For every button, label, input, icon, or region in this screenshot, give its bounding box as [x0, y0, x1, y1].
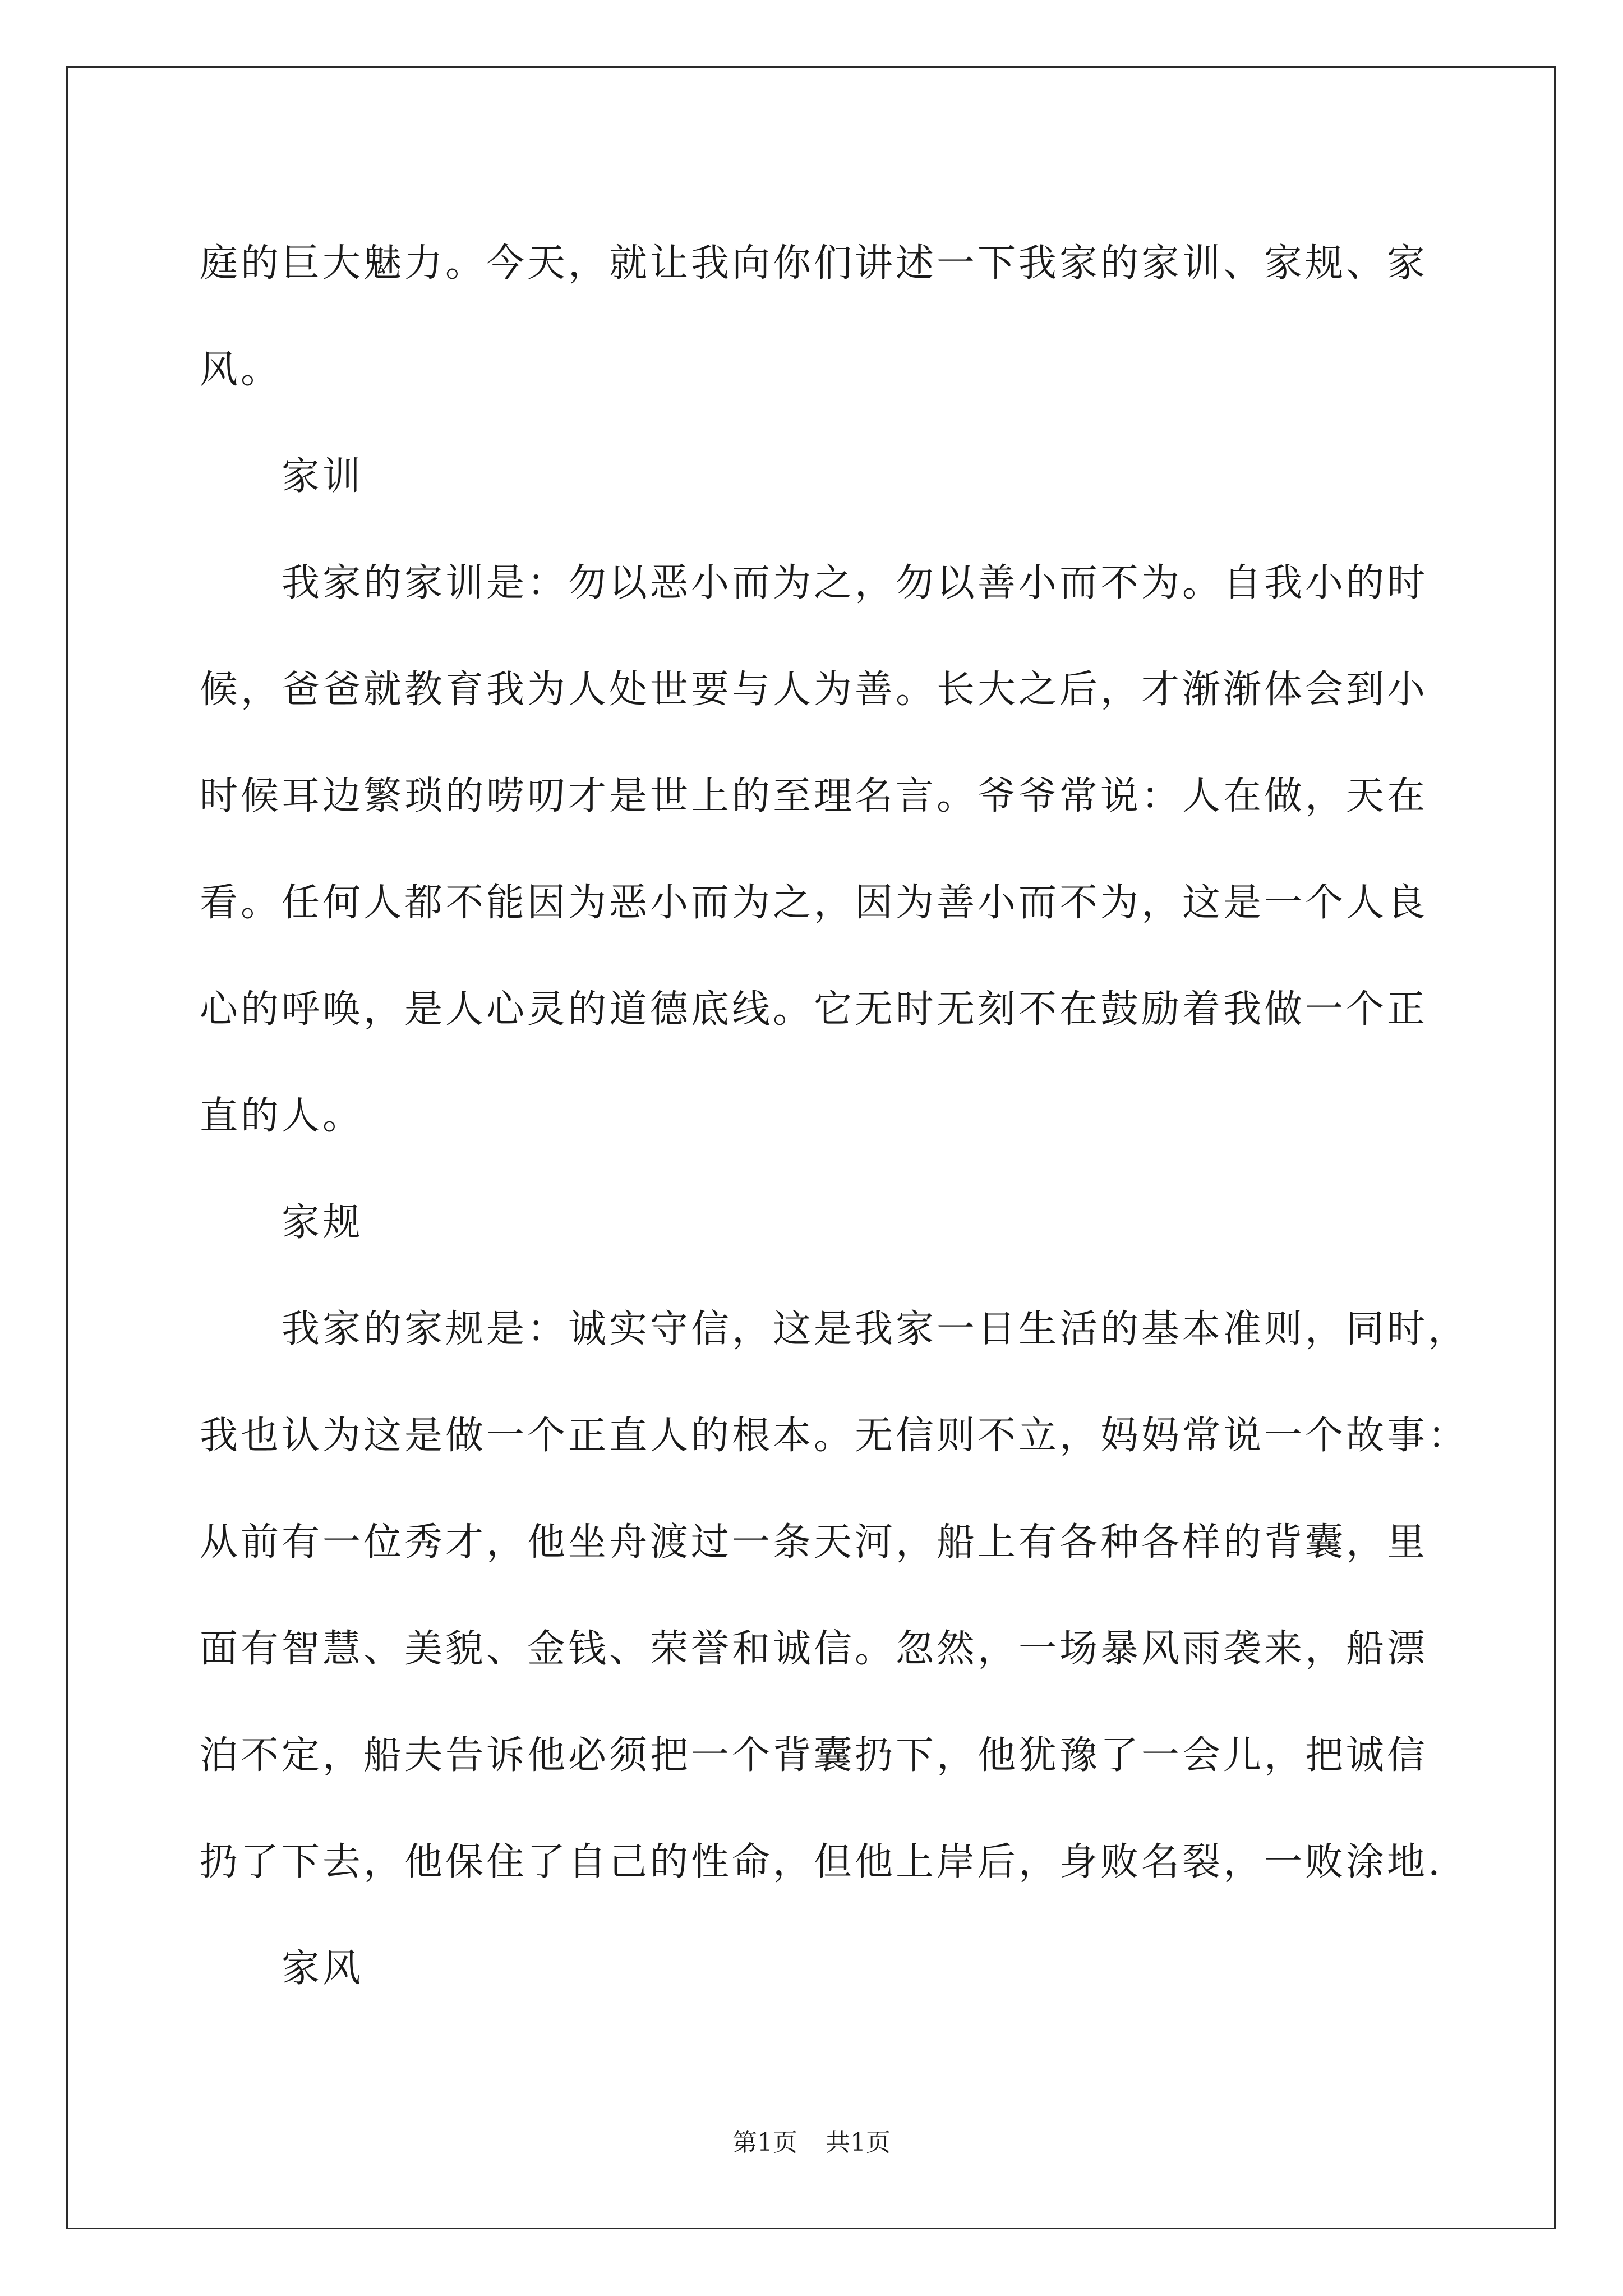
text-line: 扔了下去，他保住了自己的性命，但他上岸后，身败名裂，一败涂地. — [200, 1840, 1443, 1884]
text-line: 候，爸爸就教育我为人处世要与人为善。长大之后，才渐渐体会到小 — [200, 668, 1428, 712]
page-count: 共1页 — [826, 2128, 891, 2157]
page-number: 第1页 — [732, 2128, 797, 2157]
text-line: 我也认为这是做一个正直人的根本。无信则不立，妈妈常说一个故事： — [200, 1414, 1469, 1458]
text-line: 时候耳边繁琐的唠叨才是世上的至理名言。爷爷常说：人在做，天在 — [200, 774, 1428, 818]
text-line: 泊不定，船夫告诉他必须把一个背囊扔下，他犹豫了一会儿，把诚信 — [200, 1733, 1428, 1778]
text-line: 看。任何人都不能因为恶小而为之，因为善小而不为，这是一个人良 — [200, 881, 1428, 925]
text-line: 直的人。 — [200, 1094, 364, 1138]
text-line: 风。 — [200, 348, 282, 392]
text-line: 庭的巨大魅力。今天，就让我向你们讲述一下我家的家训、家规、家 — [200, 241, 1428, 286]
text-line: 我家的家规是：诚实守信，这是我家一日生活的基本准则，同时， — [282, 1307, 1469, 1351]
text-line: 从前有一位秀才，他坐舟渡过一条天河，船上有各种各样的背囊，里 — [200, 1520, 1428, 1565]
section-heading: 家风 — [282, 1947, 364, 1991]
section-heading: 家训 — [282, 454, 364, 499]
section-heading: 家规 — [282, 1200, 364, 1245]
text-line: 面有智慧、美貌、金钱、荣誉和诚信。忽然，一场暴风雨袭来，船漂 — [200, 1627, 1428, 1671]
page-footer — [0, 2126, 1623, 2160]
text-line: 心的呼唤，是人心灵的道德底线。它无时无刻不在鼓励着我做一个正 — [200, 987, 1428, 1032]
document-body — [200, 210, 1469, 2022]
text-line: 我家的家训是：勿以恶小而为之，勿以善小而不为。自我小的时 — [282, 561, 1428, 605]
